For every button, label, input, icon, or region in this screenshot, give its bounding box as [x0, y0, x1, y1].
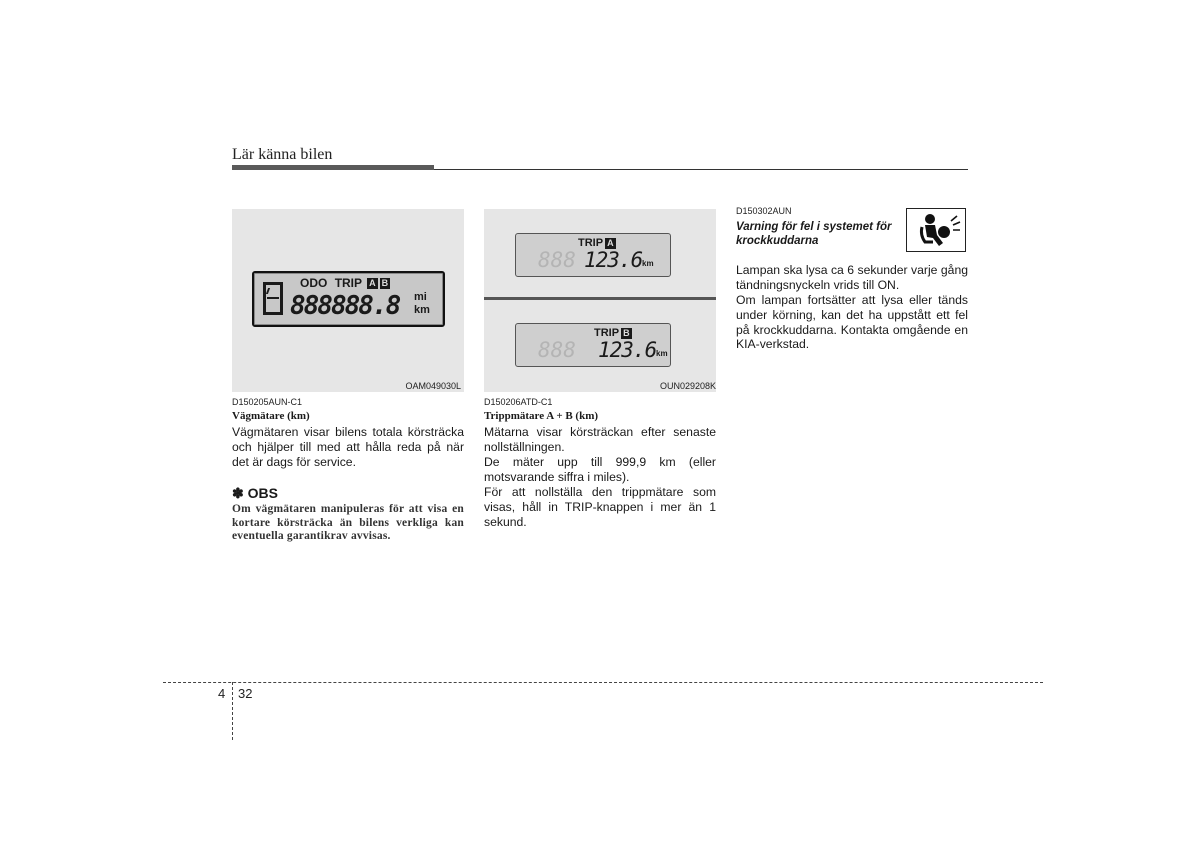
trip-a-badge: A: [607, 237, 614, 248]
footer-dash-vertical: [232, 682, 233, 740]
trip-b-lcd: [515, 323, 671, 367]
odo-trip-row: [300, 276, 390, 290]
figure-label: OUN029208K: [659, 381, 716, 391]
section-code: D150302AUN: [736, 206, 792, 216]
section-title: Lär känna bilen: [232, 146, 333, 163]
section-code: D150205AUN-C1: [232, 397, 303, 407]
trip-a-unit: km: [642, 259, 654, 268]
trip-b-label: TRIP: [594, 327, 620, 339]
body-paragraph: De mäter upp till 999,9 km (eller motsvarande siffra i miles).: [484, 455, 716, 484]
obs-title: ✽ OBS: [232, 485, 278, 501]
body-paragraph: Mätarna visar körsträckan efter senaste nollställningen.: [484, 425, 716, 454]
trip-a-label: TRIP: [578, 237, 604, 249]
trip-b-unit: km: [656, 349, 668, 358]
body-paragraph: Om lampan fortsätter att lysa eller tänds under körning, kan det ha uppstått ett fel på krockkuddarna. Kontakta omgående en KIA-verkstad.: [736, 293, 968, 352]
airbag-warning-icon: [906, 208, 966, 252]
figure-label: OAM049030L: [405, 381, 461, 391]
unit-mi: mi: [414, 291, 427, 303]
badge-a: A: [369, 278, 376, 289]
odometer-digits: 888888.8: [290, 291, 400, 321]
section-code: D150206ATD-C1: [484, 397, 553, 407]
odometer-lcd: [252, 271, 445, 327]
trip-b-ghost-digits: 888: [538, 338, 576, 362]
chapter-number: 4: [218, 686, 226, 701]
trip-label: TRIP: [334, 276, 362, 290]
body-paragraph: Vägmätaren visar bilens totala körsträcka och hjälper till med att hålla reda på när det är dags för service.: [232, 425, 464, 469]
body-paragraph: För att nollställa den trippmätare som visas, håll in TRIP-knappen i mer än 1 sekund.: [484, 485, 716, 529]
page-number: 32: [238, 686, 253, 701]
trip-b-value: 123.6: [598, 338, 657, 362]
trip-a-ghost-digits: 888: [538, 248, 576, 272]
subhead: Trippmätare A + B (km): [484, 410, 599, 422]
odometer-figure: [232, 209, 464, 392]
subhead: Varning för fel i systemet för krockkuddarna: [736, 221, 892, 247]
unit-km: km: [414, 304, 430, 316]
trip-a-value: 123.6: [584, 248, 643, 272]
footer-dash-line: [163, 682, 1043, 683]
header-rule-thick: [232, 165, 434, 170]
subhead: Vägmätare (km): [232, 410, 310, 422]
figure-divider: [484, 297, 716, 300]
trip-b-badge: B: [623, 327, 630, 338]
header-rule-thin: [434, 169, 968, 170]
odo-label: ODO: [300, 276, 328, 290]
badge-b: B: [381, 278, 389, 289]
segment-glyph: [263, 282, 283, 315]
trip-meter-figure: [484, 209, 716, 392]
obs-text: Om vägmätaren manipuleras för att visa en kortare körsträcka än bilens verkliga kan eventuella garantikrav avvisas.: [232, 503, 464, 543]
trip-a-lcd: [515, 233, 671, 277]
body-paragraph: Lampan ska lysa ca 6 sekunder varje gång tändningsnyckeln vrids till ON.: [736, 263, 968, 292]
